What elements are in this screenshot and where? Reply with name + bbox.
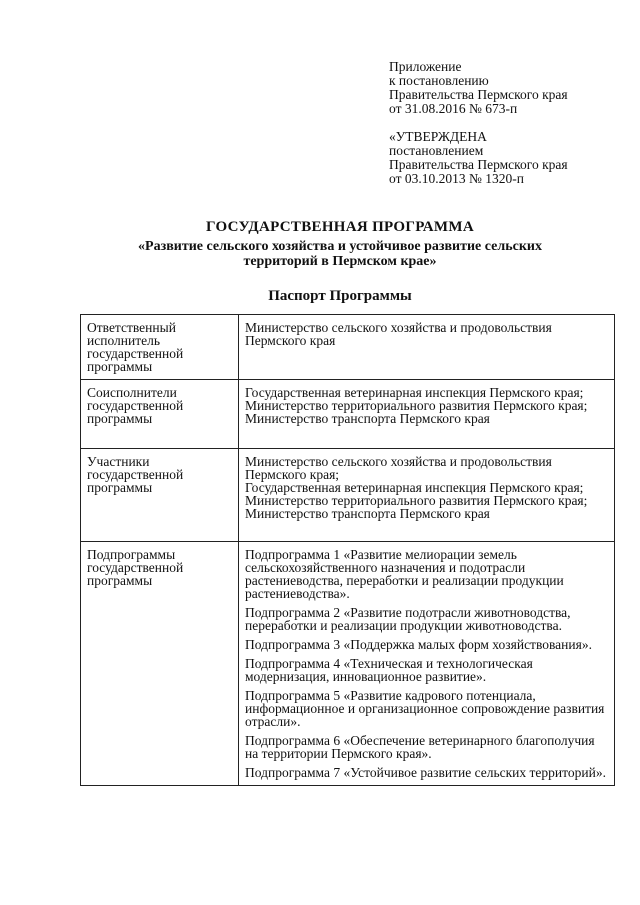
row-value-item: Государственная ветеринарная инспекция Пермского края; — [245, 480, 584, 495]
row-value-item: Министерство территориального развития Пермского края; — [245, 398, 588, 413]
appendix-line: от 31.08.2016 № 673-п — [389, 101, 518, 116]
document-title-block — [60, 219, 620, 305]
approved-note — [389, 130, 629, 186]
approved-line: от 03.10.2013 № 1320-п — [389, 171, 524, 186]
approved-line: «УТВЕРЖДЕНА — [389, 129, 487, 144]
program-name-line: территорий в Пермском крае» — [243, 254, 437, 269]
appendix-line: Правительства Пермского края — [389, 87, 568, 102]
row-value-item: Министерство транспорта Пермского края — [245, 506, 490, 521]
subprogram-item: Подпрограмма 4 «Техническая и технологическая модернизация, инновационное развитие». — [245, 656, 533, 684]
subprogram-item: Подпрограмма 3 «Поддержка малых форм хозяйствования». — [245, 637, 592, 652]
row-label: Подпрограммы государственной программы — [81, 542, 239, 786]
row-value — [239, 380, 615, 449]
row-value-item: Государственная ветеринарная инспекция Пермского края; — [245, 385, 584, 400]
row-label: Соисполнители государственной программы — [81, 380, 239, 449]
table-row — [81, 449, 615, 542]
row-value-item: Министерство территориального развития Пермского края; — [245, 493, 588, 508]
passport-table — [80, 314, 615, 786]
table-row — [81, 315, 615, 380]
row-value-item: Министерство сельского хозяйства и продовольствия Пермского края — [245, 320, 552, 348]
passport-heading: Паспорт Программы — [268, 288, 412, 304]
appendix-line: к постановлению — [389, 73, 489, 88]
document-title: ГОСУДАРСТВЕННАЯ ПРОГРАММА — [206, 219, 474, 235]
row-value-item: Министерство транспорта Пермского края — [245, 411, 490, 426]
subprogram-item: Подпрограмма 7 «Устойчивое развитие сельских территорий». — [245, 765, 606, 780]
program-name — [60, 239, 620, 269]
subprogram-item: Подпрограмма 6 «Обеспечение ветеринарного благополучия на территории Пермского края». — [245, 733, 595, 761]
appendix-note — [389, 60, 629, 116]
appendix-line: Приложение — [389, 59, 462, 74]
header-notes — [389, 60, 629, 200]
row-label: Ответственный исполнитель государственной программы — [81, 315, 239, 380]
table-row — [81, 380, 615, 449]
subprogram-item: Подпрограмма 1 «Развитие мелиорации земель сельскохозяйственного назначения и подотрасли растениеводства, переработки и реализации продукции растениеводства». — [245, 547, 564, 601]
row-value-item: Министерство сельского хозяйства и продовольствия Пермского края; — [245, 454, 552, 482]
row-value — [239, 315, 615, 380]
approved-line: Правительства Пермского края — [389, 157, 568, 172]
table-row — [81, 542, 615, 786]
subprogram-item: Подпрограмма 5 «Развитие кадрового потенциала, информационное и организационное сопровождение развития отрасли». — [245, 688, 605, 729]
row-value — [239, 449, 615, 542]
program-name-line: «Развитие сельского хозяйства и устойчивое развитие сельских — [138, 239, 542, 254]
approved-line: постановлением — [389, 143, 484, 158]
row-label: Участники государственной программы — [81, 449, 239, 542]
row-value — [239, 542, 615, 786]
subprogram-item: Подпрограмма 2 «Развитие подотрасли животноводства, переработки и реализации продукции животноводства. — [245, 605, 571, 633]
